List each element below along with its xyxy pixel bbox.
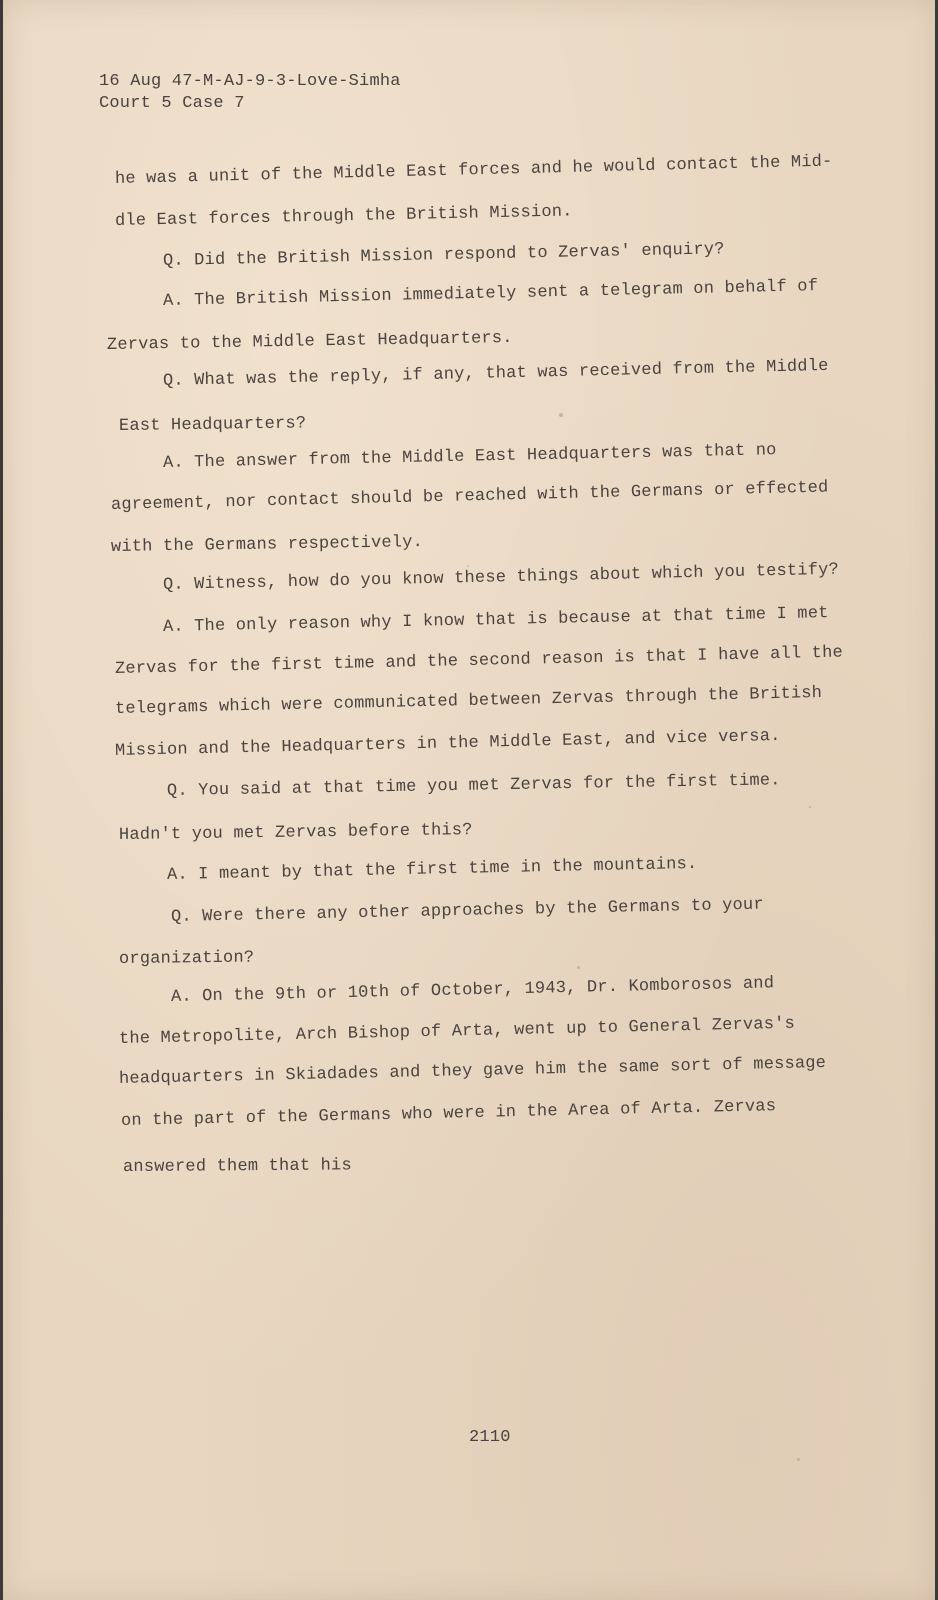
body-line: headquarters in Skiadades and they gave him the same sort of message [118,1053,827,1089]
body-line: A. The British Mission immediately sent a telegram on behalf of [162,277,819,311]
paper-speck [559,413,563,417]
body-line: Q. Did the British Mission respond to Zervas' enquiry? [162,240,725,271]
body-line: Zervas for the first time and the second reason is that I have all the [114,643,844,679]
body-line: he was a unit of the Middle East forces and he would contact the Mid- [114,152,833,189]
body-line: Mission and the Headquarters in the Middle East, and vice versa. [114,726,781,761]
header-court-case-line: Court 5 Case 7 [99,94,245,113]
body-line: A. On the 9th or 10th of October, 1943, Dr. Komborosos and [170,974,775,1007]
body-line: East Headquarters? [118,414,307,436]
body-line: Q. You said at that time you met Zervas for the first time. [166,771,781,801]
body-line: Q. Were there any other approaches by the Germans to your [170,895,764,927]
body-line: telegrams which were communicated between Zervas through the British [114,683,823,719]
body-line: A. The answer from the Middle East Headquarters was that no [162,441,777,473]
body-line: with the Germans respectively. [110,533,424,557]
body-line: Q. What was the reply, if any, that was received from the Middle [162,356,829,391]
body-line: the Metropolite, Arch Bishop of Arta, went up to General Zervas's [118,1014,796,1049]
body-line: agreement, nor contact should be reached with the Germans or effected [110,478,829,515]
paper-speck [467,565,469,567]
body-line: Zervas to the Middle East Headquarters. [106,328,513,355]
body-line: Q. Witness, how do you know these things about which you testify? [162,560,840,595]
body-line: on the part of the Germans who were in the Area of Arta. Zervas [120,1097,777,1131]
page-number: 2110 [469,1428,511,1447]
paper-speck [809,806,811,808]
body-line: organization? [118,948,255,969]
header-reference-line: 16 Aug 47-M-AJ-9-3-Love-Simha [99,72,401,91]
paper-speck [797,1458,800,1461]
body-line: Hadn't you met Zervas before this? [118,821,473,845]
body-line: dle East forces through the British Mission. [114,202,573,231]
document-page [3,0,935,1600]
body-line: answered them that his [122,1156,352,1177]
paper-speck [577,966,580,969]
body-line: A. The only reason why I know that is because at that time I met [162,604,829,637]
body-line: A. I meant by that the first time in the mountains. [166,854,698,885]
